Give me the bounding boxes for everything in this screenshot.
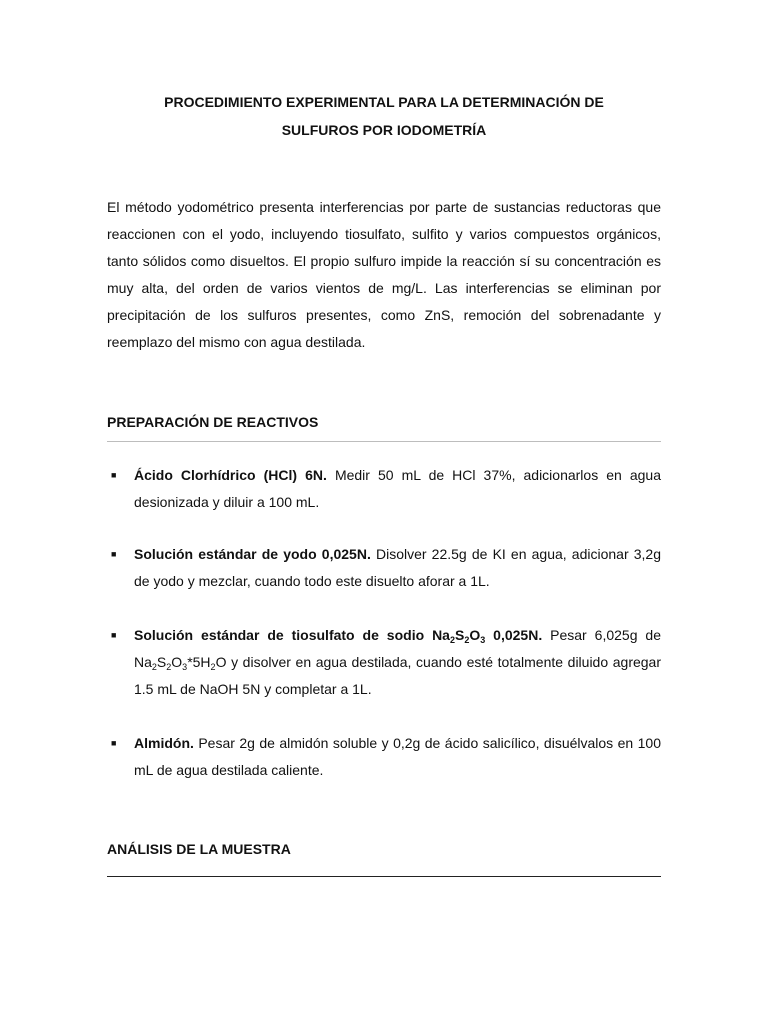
title-line-2: SULFUROS POR IODOMETRÍA xyxy=(281,122,487,138)
reagent-description: Medir 50 mL de HCl 37%, adicionarlos en agua desionizada y diluir a 100 mL. xyxy=(134,467,661,510)
reagents-heading: PREPARACIÓN DE REACTIVOS xyxy=(107,414,319,430)
reagent-description: Pesar 2g de almidón soluble y 0,2g de ácido salicílico, disuélvalos en 100 mL de agua destilada caliente. xyxy=(134,735,661,778)
square-bullet-icon: ■ xyxy=(111,738,117,748)
reagent-item-iodine xyxy=(107,541,661,595)
reagent-item-thiosulfate xyxy=(107,622,661,703)
reagent-name: Solución estándar de yodo 0,025N. xyxy=(134,546,371,562)
title-line-1: PROCEDIMIENTO EXPERIMENTAL PARA LA DETERMINACIÓN DE xyxy=(164,94,604,110)
square-bullet-icon: ■ xyxy=(111,630,117,640)
reagent-item-starch xyxy=(107,730,661,784)
analysis-divider xyxy=(107,876,661,877)
reagents-divider xyxy=(107,441,661,442)
square-bullet-icon: ■ xyxy=(111,549,117,559)
reagent-item-hcl xyxy=(107,462,661,516)
reagent-name: Almidón. xyxy=(134,735,194,751)
reagent-name: Solución estándar de tiosulfato de sodio $Na_2S_2O_3$ 0,025N. xyxy=(134,627,543,645)
reagent-description: Disolver 22.5g de KI en agua, adicionar 3,2g de yodo y mezclar, cuando todo este disuelto aforar a 1L. xyxy=(134,546,662,589)
reagent-name: Ácido Clorhídrico (HCl) 6N. xyxy=(134,467,327,483)
intro-paragraph: El método yodométrico presenta interferencias por parte de sustancias reductoras que reaccionen con el yodo, incluyendo tiosulfato, sulfito y varios compuestos orgánicos, tanto sólidos como disueltos. El propio sulfuro impide la reacción sí su concentración es muy alta, del orden de varios vientos de mg/L. Las interferencias se eliminan por precipitación de los sulfuros presentes, como ZnS, remoción del sobrenadante y reemplazo del mismo con agua destilada. xyxy=(107,199,661,350)
document-title xyxy=(107,88,661,144)
analysis-heading: ANÁLISIS DE LA MUESTRA xyxy=(107,841,291,857)
reagent-description: Pesar 6,025g de $Na_2S_2O_3*5H_2O$ y disolver en agua destilada, cuando esté totalmente diluido agregar 1.5 mL de NaOH 5N y completar a 1L. xyxy=(134,627,661,697)
square-bullet-icon: ■ xyxy=(111,470,117,480)
